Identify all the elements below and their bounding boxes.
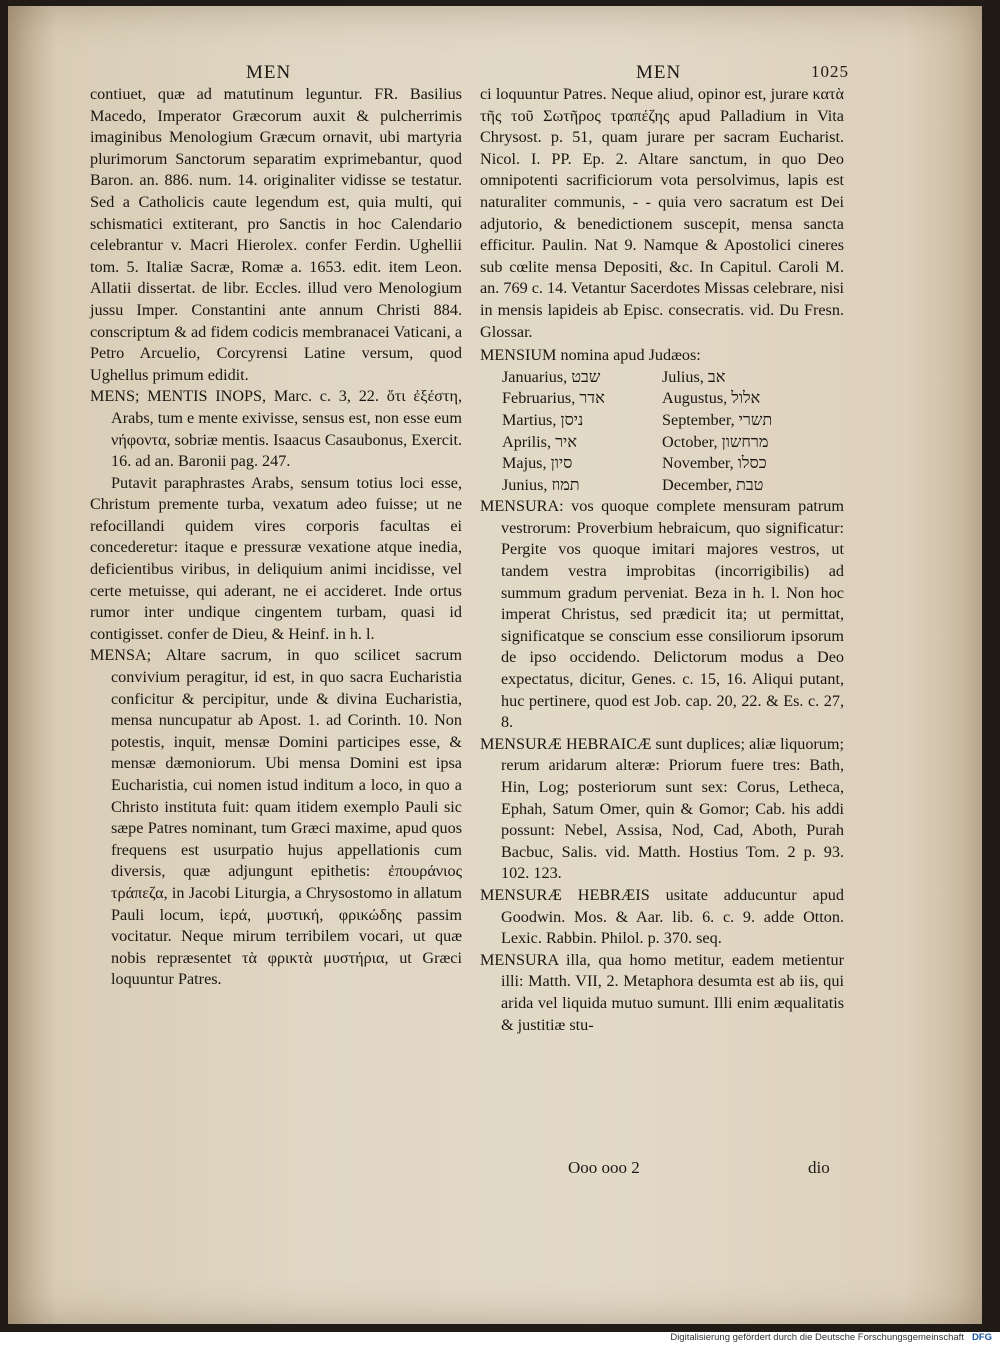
month-cell: November, כסלו: [662, 454, 767, 473]
paper-sheet: [8, 6, 982, 1324]
catchword: dio: [808, 1158, 830, 1177]
left-column: [90, 84, 462, 991]
dfg-logo: DFG: [971, 1332, 992, 1343]
running-head-right: MEN: [636, 62, 682, 83]
entry-menologium-continued: contiuet, quæ ad matutinum leguntur. FR. Basilius Macedo, Imperator Græcorum auxit & pulcherrimis imaginibus Menologium Græcum ornavit, ubi martyria plurimorum Sanctorum separatim exprimebantur, quod Baron. an. 886. num. 14. originaliter vidisse se testatur. Sed a Catholicis caute legendum est, quia multi, qui schismatici extiterant, pro Sanctis in hoc Calendario celebrantur v. Macri Hierolex. confer Ferdin. Ughellii tom. 5. Italiæ Sacræ, Romæ a. 1653. edit. item Leon. Allatii dissertat. de libr. Eccles. illud vero Menologium jussu Imper. Constantini ante annum Christi 884. conscriptum & ad fidem codicis membranacei Vaticani, a Petro Arcuelio, Corcyrensi Latine versum, quod Ughellus primum edidit.: [90, 85, 462, 384]
month-cell: Januarius, שבט: [502, 367, 601, 386]
signature-mark: Ooo ooo 2: [568, 1158, 640, 1177]
running-head-left: MEN: [246, 62, 292, 83]
month-cell: Februarius, אדר: [502, 389, 605, 408]
month-cell: December, טבת: [662, 475, 764, 494]
month-cell: Julius, אב: [662, 367, 726, 386]
month-cell: September, תשרי: [662, 410, 773, 429]
month-cell: October, מרחשון: [662, 432, 769, 451]
entry-mensura: MENSURA: vos quoque complete mensuram patrum vestrorum: Proverbium hebraicum, quo significatur: Pergite vos quoque imitari majores vestros, ut tandem vestra improbitas (incorrigibilis) ad summum gradum perveniat. Beza in h. l. Non hoc imperat Christus, sed prædicit ita; ut permittat, significatque se conscium esse consiliorum ipsorum de ipso occidendo. Delictorum modus a Deo expectatus, dicitur, Genes. c. 15, 16. Aliqui putant, huc pertinere, quod est Job. cap. 20, 22. & Es. c. 27, 8.: [480, 497, 844, 732]
entry-mensurae-hebraeis: MENSURÆ HEBRÆIS usitate adducuntur apud Goodwin. Mos. & Aar. lib. 6. c. 9. adde Otton. Lexic. Rabbin. Philol. p. 370. seq.: [480, 885, 844, 948]
right-column: [480, 84, 844, 1036]
month-cell: Junius, תמוז: [502, 475, 580, 494]
entry-mensa-continued: ci loquuntur Patres. Neque aliud, opinor est, jurare κατὰ τῆς τοῦ Σωτῆρος τραπέζης apud Palladium in Vita Chrysost. p. 51, quam jurare per sacram Eucharist. Nicol. I. PP. Ep. 2. Altare sanctum, in quo Deo omnipotenti sacrificiorum vota persolvimus, lapis est naturaliter communis, - - quia vero sacratum est Dei adjutorio, & benedictionem suscepit, mensa sancta efficitur. Paulin. Nat 9. Namque & Apostolici cineres sub cœlite mensa Depositi, &c. In Capitul. Caroli M. an. 769 c. 14. Vetantur Sacerdotes Missas celebrare, nisi in mensis lapideis ab Episc. consecratis. vid. Du Fresn. Glossar.: [480, 85, 844, 341]
months-heading: MENSIUM nomina apud Judæos:: [480, 346, 701, 365]
hebrew-months-table: [480, 367, 844, 497]
entry-mensurae-hebraicae: MENSURÆ HEBRAICÆ sunt duplices; aliæ liquorum; rerum aridarum alteræ: Priorum fuere tres: Bath, Hin, Log; posteriorum sunt sex: Corus, Letheca, Ephah, Satum Omer, quin & Gomor; Cab. his addi possunt: Nebel, Assisa, Nod, Cad, Aboth, Purah Bacbuc, Salis. vid. Matth. Hostius Tom. 2 p. 93. 102. 123.: [480, 734, 844, 883]
month-cell: Aprilis, איר: [502, 432, 577, 451]
footer-credit: Digitalisierung gefördert durch die Deutsche Forschungsgemeinschaft: [670, 1332, 964, 1343]
month-cell: Augustus, אלול: [662, 389, 761, 408]
entry-mens: MENS; MENTIS INOPS, Marc. c. 3, 22. ὅτι ἐξέστη, Arabs, tum e mente exivisse, sensus est, non esse eum νήφοντα, sobriæ mentis. Isaacus Casaubonus, Exercit. 16. ad an. Baronii pag. 247.: [90, 387, 462, 471]
page-number: 1025: [811, 62, 849, 81]
digitization-footer: [0, 1332, 1000, 1347]
entry-mensa: MENSA; Altare sacrum, in quo scilicet sacrum convivium peragitur, id est, in quo sacra Eucharistia conficitur & percipitur, unde & divina Eucharistia, mensa nuncupatur ab Apost. 1. ad Corinth. 10. Non potestis, inquit, mensæ Domini participes esse, & mensæ dæmoniorum. Ubi mensa Domini est ipsa Eucharistia, cui nomen istud inditum a loco, in quo a Christo instituta fuit: quam itidem exemplo Pauli sic sæpe Patres nominant, tum Græci maxime, apud quos frequens est usurpatio hujus appellationis cum diversis, quæ adjungunt epithetis: ἐπουράνιος τράπεζα, in Jacobi Liturgia, a Chrysostomo in allatum Pauli locum, ἱερά, μυστική, φρικώδης passim vocitatur. Neque mirum terribilem vocari, ut quæ nobis repræsentet τὰ φρικτὰ μυστήρια, ut Græci loquuntur Patres.: [90, 646, 462, 989]
entry-mens-paraphrase: Putavit paraphrastes Arabs, sensum totius loci esse, Christum premente turba, vexatum adeo fuisse; ut ne refocillandi quidem vires corporis facultas ei concederetur: itaque e pressuræ vexatione atque inedia, deficientibus viribus, in deliquium animi incidisse, vel certe metuisse, qui aderant, ne ei accideret. Inde ortus rumor inter undique cingentem turbam, quasi id contigisset. confer de Dieu, & Heinf. in h. l.: [90, 473, 462, 643]
month-cell: Majus, סיון: [502, 454, 573, 473]
entry-mensura-illa: MENSURA illa, qua homo metitur, eadem metientur illi: Matth. VII, 2. Metaphora desumta est ab iis, qui arida vel liquida mutuo sumunt. Illi enim æqualitatis & justitiæ stu-: [480, 950, 844, 1034]
month-cell: Martius, ניסן: [502, 410, 584, 429]
